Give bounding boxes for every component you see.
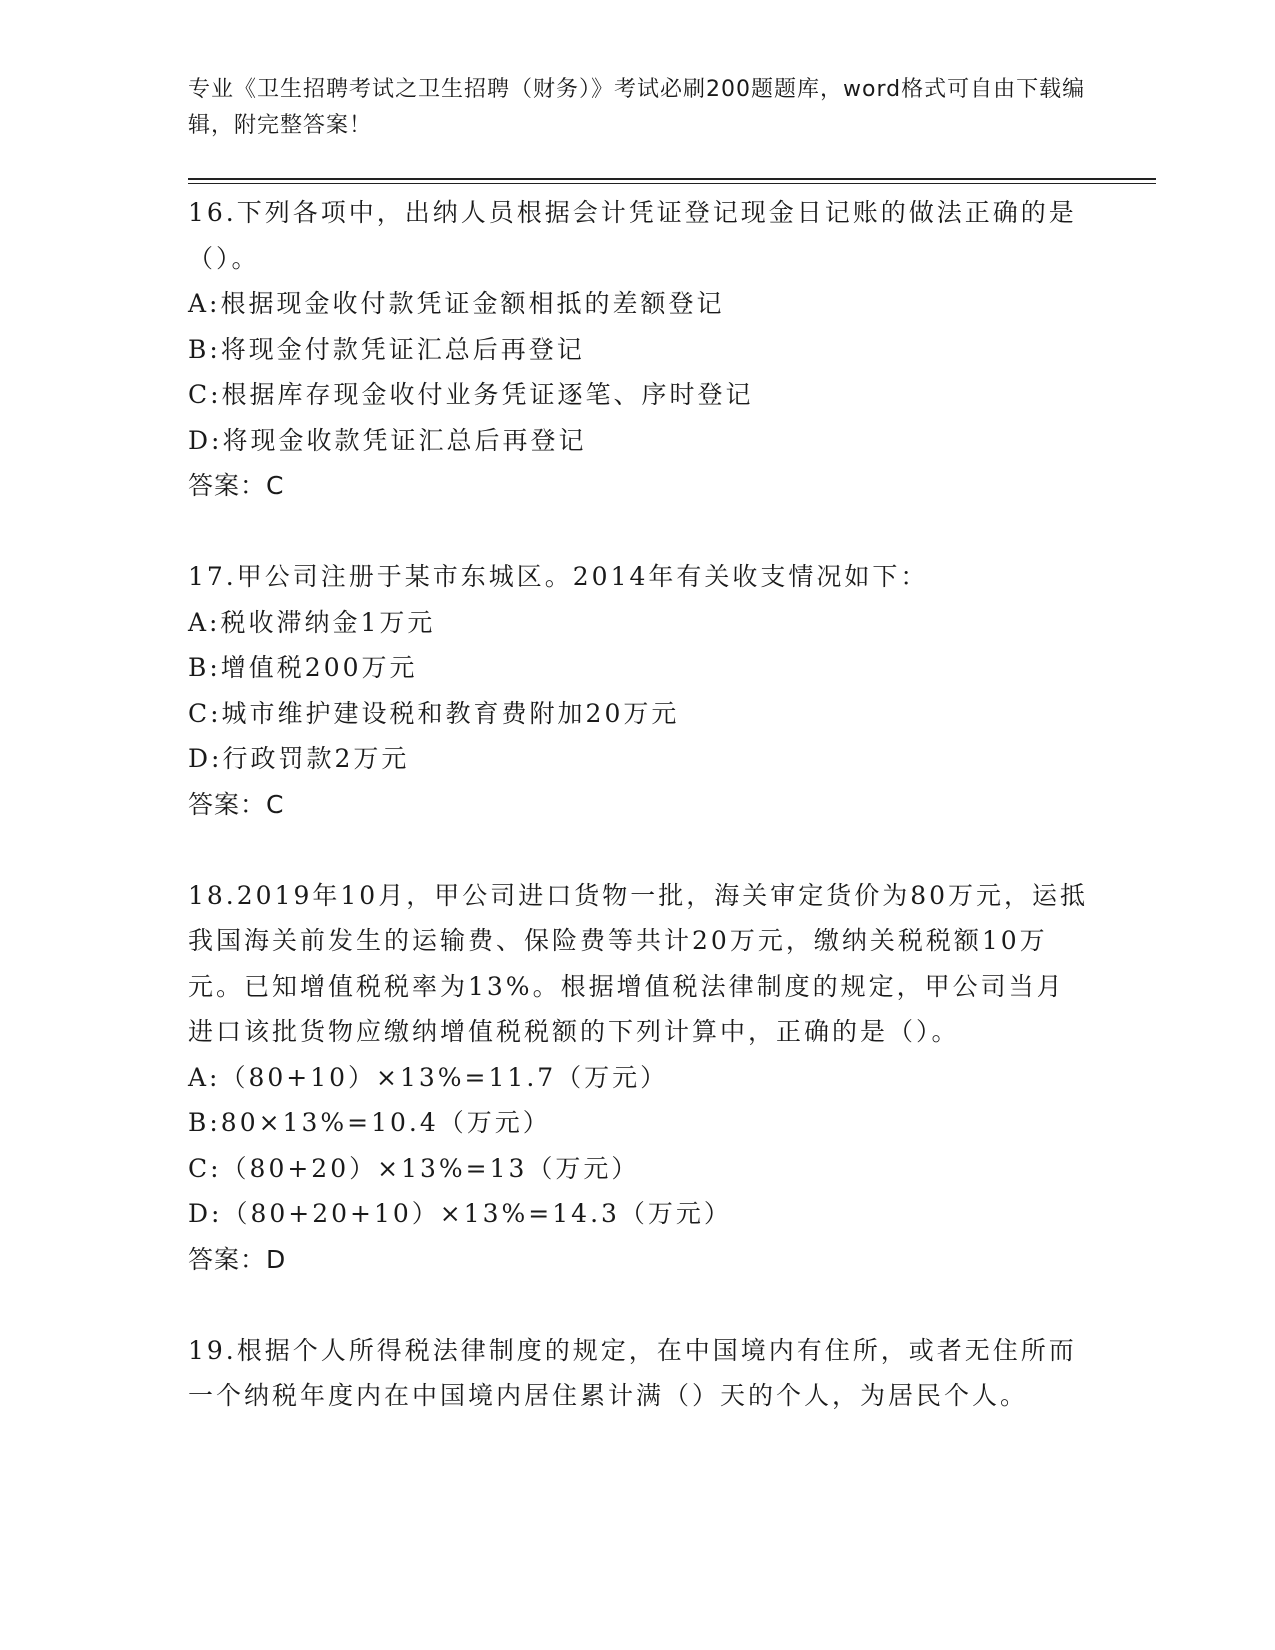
option-a: A:税收滞纳金1万元 <box>188 607 436 637</box>
header-rule-thin <box>188 183 1156 184</box>
question-list <box>188 190 1088 1419</box>
answer-line: 答案：C <box>188 471 285 500</box>
option-d: D:行政罚款2万元 <box>188 744 410 773</box>
option-c: C:城市维护建设税和教育费附加20万元 <box>188 698 680 728</box>
question-spacer <box>188 827 1088 873</box>
answer-line: 答案：D <box>188 1244 287 1274</box>
header-rule-thick <box>188 178 1156 180</box>
option-a: A:（80+10）×13%=11.7（万元） <box>188 1062 669 1092</box>
question-spacer <box>188 509 1088 555</box>
document-header: 专业《卫生招聘考试之卫生招聘（财务）》考试必刷200题题库，word格式可自由下载编辑，附完整答案！ <box>188 77 1086 138</box>
question-18 <box>188 873 1088 1283</box>
question-stem: 18.2019年10月，甲公司进口货物一批，海关审定货价为80万元，运抵我国海关前发生的运输费、保险费等共计20万元，缴纳关税税额10万元。已知增值税税率为13%。根据增值税法律制度的规定，甲公司当月进口该批货物应缴纳增值税税额的下列计算中，正确的是（）。 <box>188 880 1089 1046</box>
question-stem: 16.下列各项中，出纳人员根据会计凭证登记现金日记账的做法正确的是（）。 <box>188 198 1077 273</box>
question-spacer <box>188 1282 1088 1328</box>
question-17 <box>188 554 1088 827</box>
option-b: B:将现金付款凭证汇总后再登记 <box>188 334 585 364</box>
option-c: C:（80+20）×13%=13（万元） <box>188 1153 640 1183</box>
answer-line: 答案：C <box>188 789 285 819</box>
question-19 <box>188 1328 1088 1419</box>
option-b: B:增值税200万元 <box>188 653 418 682</box>
option-c: C:根据库存现金收付业务凭证逐笔、序时登记 <box>188 380 754 409</box>
option-d: D:将现金收款凭证汇总后再登记 <box>188 425 587 455</box>
option-b: B:80×13%=10.4（万元） <box>188 1108 551 1137</box>
option-d: D:（80+20+10）×13%=14.3（万元） <box>188 1199 732 1228</box>
option-a: A:根据现金收付款凭证金额相抵的差额登记 <box>188 289 725 318</box>
question-stem: 19.根据个人所得税法律制度的规定，在中国境内有住所，或者无住所而一个纳税年度内在中国境内居住累计满（）天的个人，为居民个人。 <box>188 1335 1077 1410</box>
question-16 <box>188 190 1088 509</box>
question-stem: 17.甲公司注册于某市东城区。2014年有关收支情况如下： <box>188 562 929 591</box>
